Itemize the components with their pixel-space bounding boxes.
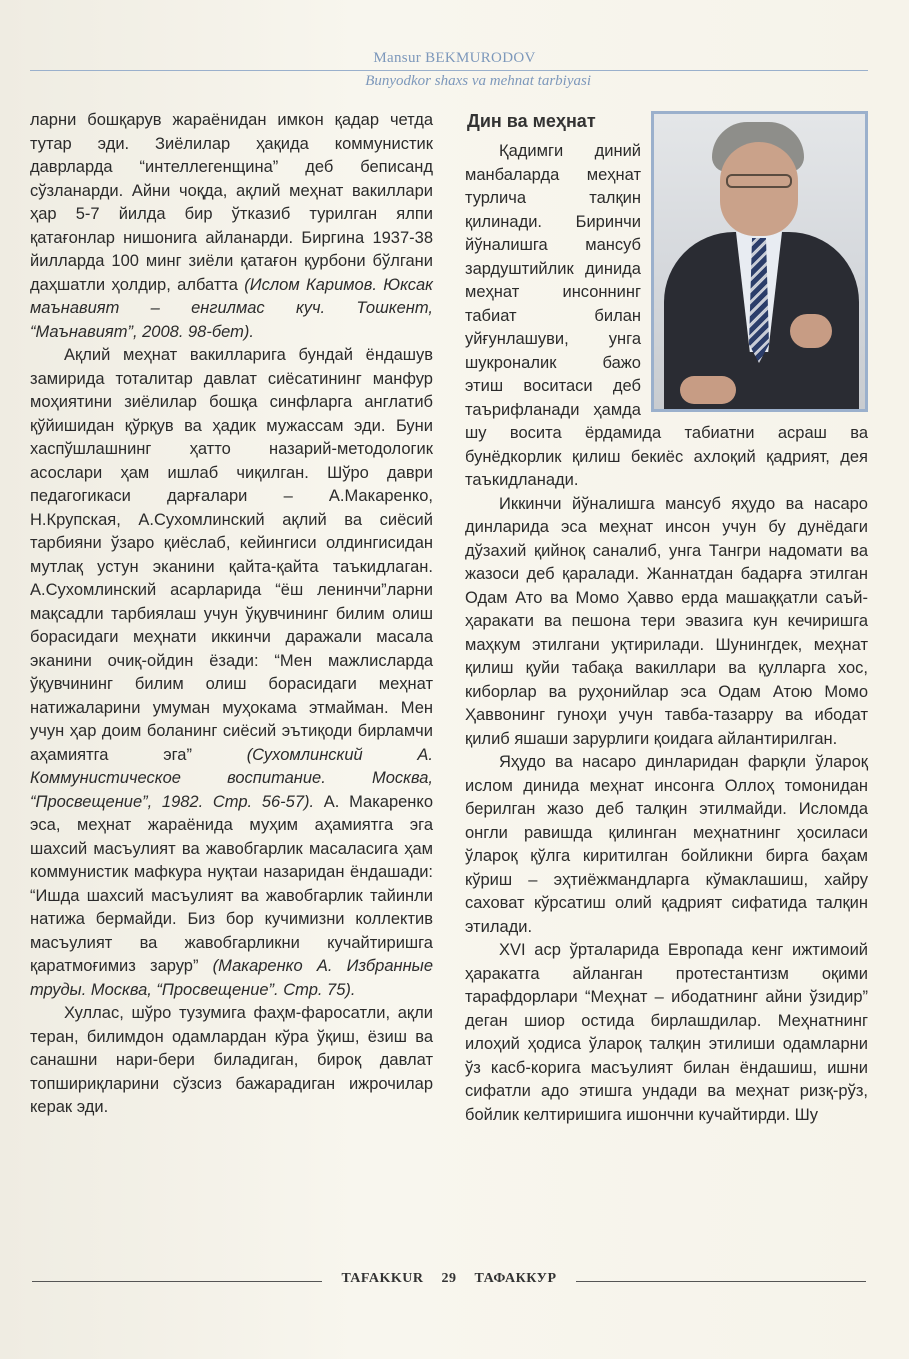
citation: (Макаренко А. Избранные труды. Москва, “Просвещение”. Стр. 75).: [30, 957, 433, 999]
citation: (Ислом Каримов. Юксак маънавият – енгилмас куч. Тошкент, “Маънавият”, 2008. 98-бет).: [30, 275, 433, 341]
paragraph: [30, 1002, 433, 1120]
section-title: Дин ва меҳнат: [467, 111, 596, 131]
citation: (Сухомлинский А. Коммунистическое воспитание. Москва, “Просвещение”, 1982. Стр. 56-57).: [30, 745, 433, 811]
footer: [322, 1271, 576, 1287]
paragraph-text: Ақлий меҳнат вакилларига бундай ёндашув замирида тоталитар давлат сиёсатининг манфур моҳиятини зиёлилар бошқа синфларга англатиб қўйишидан қўрқув ва ҳадик мужассам эди. Буни хаспўшлашнинг ҳатто назарий-методологик асослари ҳам ишлаб чиқилган. Шўро даври педагогикаси дарғалари – А.Макаренко, Н.Крупская, А.Сухомлинский ақлий ва сиёсий тарбияни ўзаро қиёслаб, кейингиси олдингисидан мутлақ устун эканини қайта-қайта таъкидлаган. А.Сухомлинский асарларида “ёш ленинчи”ларни мақсадли тарбиялаш учун ўқувчининг билим олиш борасидаги меҳнати иккинчи даражали масала эканини очиқ-ойдин ёзади: “Мен мажлисларда ўқувчининг билим олиш борасидаги меҳнат натижаларини умуман муҳокама этмайман. Мен учун ҳар доим боланинг сиёсий эътиқоди бирламчи аҳамиятга эга”: [30, 346, 433, 764]
header-author: Mansur BEKMURODOV: [373, 50, 536, 66]
paragraph: [30, 344, 433, 1002]
left-column: [30, 109, 433, 1120]
footer-divider-left: [32, 1281, 322, 1282]
paragraph: Яҳудо ва насаро динларидан фарқли ўлароқ ислом динида меҳнат инсонга Оллоҳ томонидан берилган жазо деб талқин этилмайди. Исломда онгли равишда қилинган меҳнатнинг ҳосиласи ўлароқ қўлга киритилган бойликни бирга баҳам кўриш – эҳтиёжмандларга кўмаклашиш, хайру саховат кўрсатиш олий қадрият сифатида талқин этилади.: [465, 753, 868, 936]
paragraph-text: ларни бошқарув жараёнидан имкон қадар четда тутар эди. Зиёлилар ҳақида коммунистик даврларда “интеллегенщина” деб беписанд сўзланарди. Айни чоқда, ақлий меҳнат вакиллари ҳар 5-7 йилда бир ўтказиб турилган ялпи қатағонлар нишонига айланарди. Биргина 1937-38 йилларда 100 минг зиёли қатағон қурбони бўлгани даҳшатли ҳолдир, албатта: [30, 111, 433, 294]
header-subtitle: Bunyodkor shaxs va mehnat tarbiyasi: [365, 73, 591, 89]
paragraph: Қадимги диний манбаларда меҳнат турлича талқин қилинади. Биринчи йўналишга мансуб зардуштийлик динида меҳнат инсоннинг табиат билан уйғунлашуви, унга шукроналик бажо этиш воситаси деб таърифланади ҳамда шу восита ёрдамида табиатни асраш ва бунёдкорлик қилиш бекиёс ахлоқий қадрият, дея таъкидланади.: [465, 142, 868, 489]
paragraph: Иккинчи йўналишга мансуб яҳудо ва насаро динларида эса меҳнат инсон учун бу дунёдаги дўзахий қийноқ саналиб, унга Тангри надомати ва жазоси деб қаралади. Жаннатдан бадарға этилган Одам Ато ва Момо Ҳавво ерда машаққатли саъй-ҳаракати ва пешона тери эвазига кун кечиришга маҳкум этилгани уқтирилади. Шунингдек, меҳнат қилиш қуйи табақа вакиллари ва қулларга хос, киборлар ва руҳонийлар эса Одам Атою Момо Ҳаввонинг гуноҳи учун тавба-тазарру ва ибодат қилиб яшаши зарурлиги қоидага айлантирилган.: [465, 494, 868, 748]
paragraph-text: А. Макаренко эса, меҳнат жараёнида муҳим аҳамиятга эга шахсий масъулият ва жавобгарлик масаласига ҳам коммунистик мафкура нуқтаи назаридан ёндашади: “Ишда шахсий масъулият ва жавобгарлик тайинли натижа бермайди. Биз бор кучимизни коллектив масъулият ва жавобгарликни кучайтиришга қаратмоғимиз зарур”: [30, 792, 433, 975]
paragraph: [30, 109, 433, 344]
footer-magazine-name-cyrillic: ТАФАККУР: [474, 1271, 557, 1286]
right-column: [465, 108, 868, 1127]
footer-divider-right: [576, 1281, 866, 1282]
footer-magazine-name-latin: TAFAKKUR: [341, 1271, 424, 1286]
header-divider: [30, 70, 868, 71]
author-photo: [651, 111, 868, 412]
page-number: 29: [441, 1271, 457, 1286]
paragraph: XVI аср ўрталарида Европада кенг ижтимоий ҳаракатга айланган протестантизм оқими тарафдорлари “Меҳнат – ибодатнинг айни ўзидир” деган шиор остида бирлашдилар. Меҳнатнинг илоҳий ҳодиса ўлароқ талқин этилиши одамларни ўз касб-корига масъулият билан ёндашиш, ишни сифатли адо этишга ундади ва меҳнат ризқ-рўз, бойлик келтиришига ишончни кучайтирди. Шу: [465, 941, 868, 1124]
paragraph-text: Хуллас, шўро тузумига фаҳм-фаросатли, ақли теран, билимдон одамлардан кўра ўқиш, ёзиш ва санашни нари-бери биладиган, бироқ давлат топшириқларини сўзсиз бажарадиган ижрочилар керак эди.: [30, 1004, 433, 1116]
